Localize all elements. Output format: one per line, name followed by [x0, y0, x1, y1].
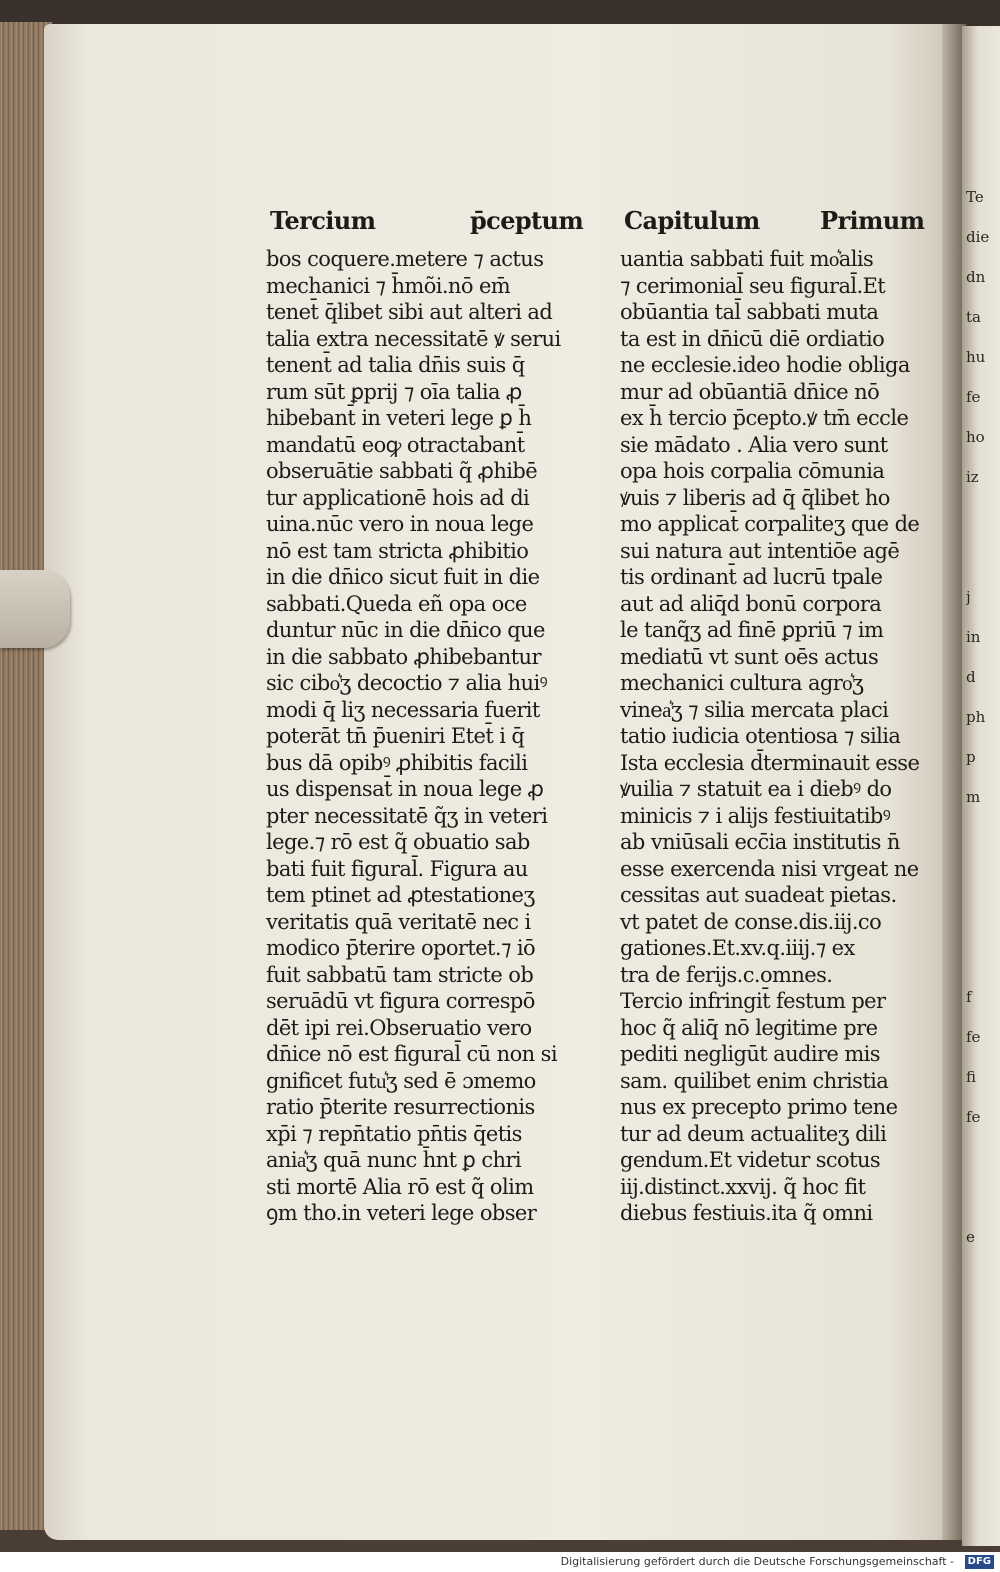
text-line: modico p̄terire oportet.⁊ iō — [266, 936, 536, 960]
text-line: minicis ⁊ i alijs festiuitatibꝰ — [620, 803, 891, 828]
fragment-line: m — [966, 788, 981, 806]
header-word-left: Capitulum — [624, 206, 760, 235]
text-line: poterāt tn̄ p̄ueniri Etet̄ i q̄ — [266, 724, 525, 748]
text-line: bati fuit figural̄. Figura au — [266, 856, 528, 881]
fragment-line: ta — [966, 308, 981, 326]
text-line: esse exercenda nisi vrgeat ne — [620, 856, 919, 881]
text-line: diebus festiuis.ita q̃ omni — [620, 1201, 873, 1225]
fragment-line: Te — [966, 188, 984, 206]
text-line: in die sabbato ꝓhibebantur — [266, 644, 541, 669]
text-line: obseruātie sabbati q̃ ꝓhibē — [266, 459, 538, 483]
text-line: pediti negligūt audire mis — [620, 1042, 880, 1066]
text-line: nus ex precepto primo tene — [620, 1095, 898, 1119]
text-line: ꝯm tho.in veteri lege obser — [266, 1201, 537, 1225]
text-line: tatio iudicia otentiosa ⁊ silia — [620, 724, 901, 748]
text-line: tur ad deum actualiteʒ dili — [620, 1121, 887, 1146]
text-line: sam. quilibet enim christia — [620, 1068, 889, 1093]
running-header-right — [620, 206, 925, 246]
fragment-line: dn — [966, 268, 986, 286]
left-column-lines — [266, 246, 576, 1227]
text-line: vt patet de conse.dis.iij.co — [620, 909, 882, 934]
text-line: tenent̄ ad talia dn̄is suis q̄ — [266, 353, 525, 377]
fragment-line — [966, 828, 1000, 868]
fragment-line — [966, 1188, 1000, 1228]
text-line: uantia sabbati fuit mo͛alis — [620, 247, 874, 271]
text-line: sui natura aut intentiōe agē — [620, 538, 900, 563]
fragment-line: j — [966, 588, 971, 606]
fragment-line — [966, 548, 1000, 588]
text-line: gendum.Et videtur scotus — [620, 1148, 881, 1172]
text-line: tem ptinet ad ꝓtestationeʒ — [266, 883, 535, 907]
text-line: sabbati.Queda eñ opa oce — [266, 591, 527, 616]
fragment-line: hu — [966, 348, 986, 366]
text-line: pter necessitatē q̃ʒ in veteri — [266, 803, 548, 828]
text-line: tur applicationē hois ad di — [266, 485, 530, 510]
text-line: seruādū vt figura correspō — [266, 989, 535, 1013]
header-word-right: p̄ceptum — [470, 206, 584, 235]
text-line: le tanq̃ʒ ad finē ꝑpriū ⁊ im — [620, 618, 884, 642]
fragment-line: e — [966, 1228, 975, 1246]
text-line: mandatū eoꝙ otractabant̄ — [266, 432, 525, 457]
text-line: uina.nūc vero in noua lege — [266, 512, 534, 536]
text-line: cessitas aut suadeat pietas. — [620, 883, 897, 907]
text-line: lege.⁊ rō est q̃ obuatio sab — [266, 830, 530, 854]
text-line: nō est tam stricta ꝓhibitio — [266, 538, 529, 563]
fragment-line: fe — [966, 388, 981, 406]
left-text-column — [266, 206, 584, 1227]
text-line: bos coquere.metere ⁊ actus — [266, 247, 544, 271]
text-line: ⁊ cerimonial̄ seu figural̄.Et — [620, 273, 886, 298]
fragment-line — [966, 908, 1000, 948]
fragment-line: p — [966, 748, 976, 766]
text-line: ne ecclesie.ideo hodie obliga — [620, 353, 910, 377]
text-line: mechanici ⁊ h̄mõi.nō em̄ — [266, 273, 511, 298]
fragment-line — [966, 1268, 1000, 1308]
text-line: in die dn̄ico sicut fuit in die — [266, 565, 540, 589]
text-line: mechanici cultura agro͛ʒ — [620, 671, 864, 695]
text-line: opa hois corpalia cōmunia — [620, 459, 885, 483]
fragment-line: fe — [966, 1108, 981, 1126]
fragment-line — [966, 1308, 1000, 1348]
text-line: veritatis quā veritatē nec i — [266, 909, 531, 934]
text-line: us dispensat̄ in noua lege ꝓ — [266, 777, 544, 801]
running-header-left — [266, 206, 584, 246]
fragment-line — [966, 1388, 1000, 1428]
text-line: tis ordinant̄ ad lucrū tpale — [620, 565, 883, 589]
text-line: mur ad obūantiā dn̄ice nō — [620, 379, 880, 404]
text-line: ania͛ʒ quā nunc h̄nt ꝑ chri — [266, 1148, 521, 1172]
text-line: vinea͛ʒ ⁊ silia mercata placi — [620, 697, 889, 722]
facing-page-fragments — [966, 188, 1000, 1428]
fragment-line: iz — [966, 468, 979, 486]
fragment-line: fi — [966, 1068, 977, 1086]
text-line: hoc q̃ aliq̄ nō legitime pre — [620, 1015, 878, 1040]
text-line: ꝟuilia ⁊ statuit ea i diebꝰ do — [620, 777, 892, 801]
text-line: bus dā opibꝰ ꝓhibitis facili — [266, 750, 528, 775]
fragment-line: die — [966, 228, 990, 246]
text-line: sie mādato . Alia vero sunt — [620, 432, 888, 457]
fragment-line — [966, 868, 1000, 908]
text-line: mo applicat̄ corpaliteʒ que de — [620, 512, 920, 536]
text-line: ta est in dn̄icū diē ordiatio — [620, 326, 885, 351]
text-line: hibebant̄ in veteri lege ꝑ h̄ — [266, 406, 532, 430]
text-line: ab vniūsali ecc̄ia institutis n̄ — [620, 830, 900, 854]
text-line: Ista ecclesia d̄terminauit esse — [620, 750, 920, 775]
fragment-line: f — [966, 988, 972, 1006]
fragment-line — [966, 1348, 1000, 1388]
text-line: iij.distinct.xxvij. q̃ hoc fit — [620, 1174, 866, 1199]
dfg-logo: DFG — [965, 1555, 994, 1569]
text-line: ratio p̄terite resurrectionis — [266, 1095, 535, 1119]
right-text-column — [620, 206, 925, 1227]
fragment-line: in — [966, 628, 981, 646]
digitization-footer — [0, 1552, 1000, 1572]
text-line: Tercio infringit̄ festum per — [620, 989, 886, 1013]
text-line: xp̄i ⁊ repn̄tatio pn̄tis q̄etis — [266, 1121, 522, 1146]
text-line: talia extra necessitatē ꝟ serui — [266, 326, 561, 351]
text-line: duntur nūc in die dn̄ico que — [266, 618, 545, 642]
text-line: fuit sabbatū tam stricte ob — [266, 962, 534, 987]
fragment-line: d — [966, 668, 976, 686]
text-line: aut ad aliq̄d bonū corpora — [620, 591, 882, 616]
text-line: tenet̄ q̄libet sibi aut alteri ad — [266, 300, 553, 324]
fragment-line — [966, 508, 1000, 548]
right-column-lines — [620, 246, 920, 1227]
text-line: ex h̄ tercio p̄cepto.ꝟ tm̄ eccle — [620, 406, 909, 430]
text-line: gnificet futu͛ʒ sed ē ɔmemo — [266, 1068, 536, 1093]
text-line: sti mortē Alia rō est q̃ olim — [266, 1174, 534, 1199]
text-line: mediatū vt sunt oēs actus — [620, 644, 879, 669]
text-line: ꝟuis ⁊ liberis ad q̄ q̄libet ho — [620, 485, 890, 510]
fragment-line: ho — [966, 428, 985, 446]
text-line: modi q̄ liʒ necessaria fuerit — [266, 697, 540, 722]
header-word-left: Tercium — [270, 206, 376, 235]
footer-credit-text: Digitalisierung gefördert durch die Deutsche Forschungsgemeinschaft - — [560, 1555, 954, 1568]
text-line: rum sūt ꝑprij ⁊ oīa talia ꝓ — [266, 379, 522, 404]
fragment-line — [966, 1148, 1000, 1188]
text-line: dn̄ice nō est figural̄ cū non si — [266, 1042, 557, 1066]
text-line: obūantia tal̄ sabbati muta — [620, 300, 879, 324]
text-line: tra de ferijs.c.omnes. — [620, 962, 833, 987]
fragment-line — [966, 948, 1000, 988]
text-line: dēt ipi rei.Obseruatio vero — [266, 1015, 532, 1040]
text-line: sic cibo͛ʒ decoctio ⁊ alia huiꝰ — [266, 671, 548, 695]
header-word-right: Primum — [820, 206, 925, 235]
text-line: gationes.Et.xv.q.iiij.⁊ ex — [620, 936, 855, 960]
page-clip — [0, 570, 70, 648]
fragment-line: fe — [966, 1028, 981, 1046]
fragment-line: ph — [966, 708, 986, 726]
table-background — [0, 0, 1000, 26]
